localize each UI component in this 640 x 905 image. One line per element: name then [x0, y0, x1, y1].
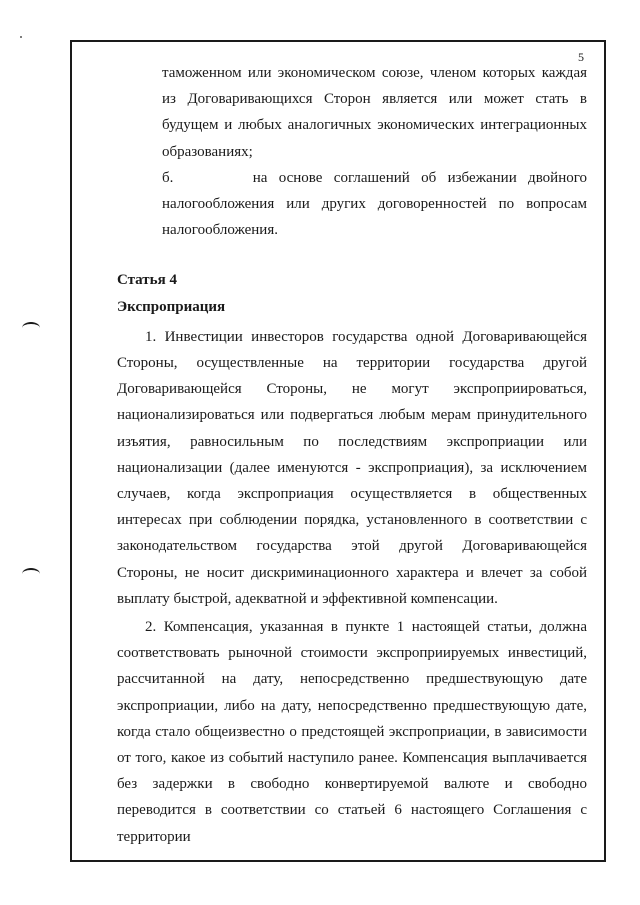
paragraph-2: 2. Компенсация, указанная в пункте 1 настоящей статьи, должна соответствовать рыночной стоимости экспроприируемых инвестиций, рассчитанной на дату, непосредственно предшествующую дате экспроприации, либо на дату, непосредственно предшествующую дате, когда стало общеизвестно о предстоящей экспроприации, в зависимости от того, какое из событий наступило ранее. Компенсация выплачивается без задержки в свободно конвертируемой валюте и свободно переводится в соответствии со статьей 6 настоящего Соглашения с территории [117, 619, 587, 845]
list-item-text: на основе соглашений об избежании двойного налогообложения или других договоренностей по вопросам налогообложения. [162, 169, 588, 239]
scan-speck [20, 36, 22, 38]
paragraph-1: 1. Инвестиции инвесторов государства одной Договаривающейся Стороны, осуществленные на территории государства другой Договаривающейся Стороны, не могут экспроприироваться, национализироваться или подвергаться любым мерам принудительного изъятия, равносильным по последствиям экспроприации или национализации (далее именуются - экспроприация), за исключением случаев, когда экспроприация осуществляется в общественных интересах при соблюдении порядка, установленного в соответствии с законодательством государства этой другой Договаривающейся Стороны, не носит дискриминационного характера и влечет за собой выплату быстрой, адекватной и эффективной компенсации. [117, 328, 587, 607]
document-body [117, 60, 587, 850]
list-marker: б. [162, 169, 174, 186]
article-subtitle: Экспроприация [117, 298, 226, 315]
binding-hole-mark [22, 322, 40, 334]
binding-hole-mark [22, 568, 40, 580]
article-title: Статья 4 [117, 272, 177, 289]
page-number: 5 [578, 50, 584, 64]
list-item-b [117, 165, 587, 244]
continuation-text: таможенном или экономическом союзе, членом которых каждая из Договаривающихся Сторон является или может стать в будущем и любых аналогичных экономических интеграционных образованиях; [162, 65, 587, 160]
